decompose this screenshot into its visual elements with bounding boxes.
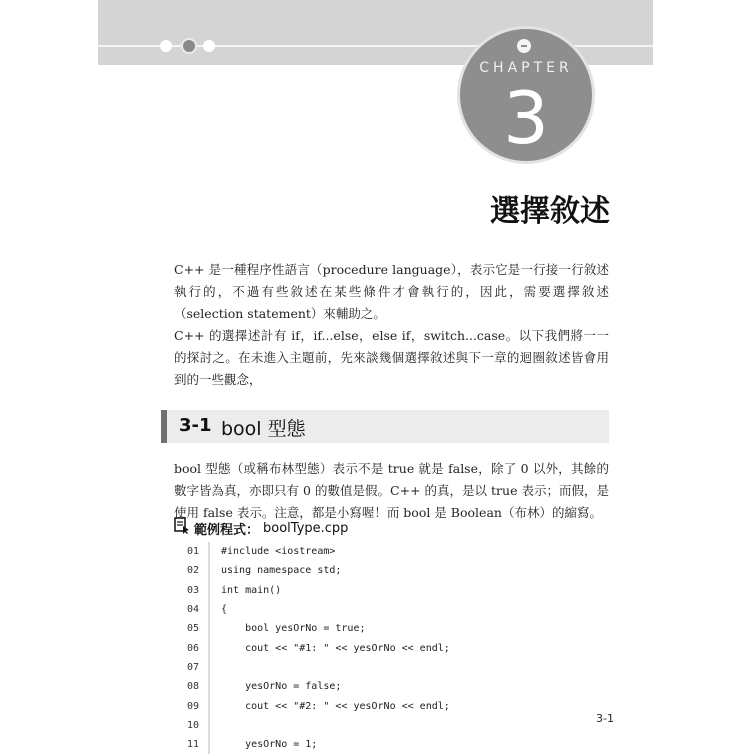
line-number: 02 xyxy=(174,561,210,580)
section-paragraph: bool 型態（或稱布林型態）表示不是 true 就是 false，除了 0 以外，其餘的數字皆為真，亦即只有 0 的數值是假。C++ 的真，是以 true 表示；而假，是使用 false 表示。注意，都是小寫喔！而 bool 是 Boolean（布林）的縮寫。 xyxy=(174,461,609,520)
code-file-icon xyxy=(174,517,190,539)
code-line xyxy=(174,716,604,735)
code-line xyxy=(174,561,604,580)
line-number: 07 xyxy=(174,658,210,677)
code-text: cout << "#2: " << yesOrNo << endl; xyxy=(221,700,450,712)
line-number: 08 xyxy=(174,677,210,696)
section-heading xyxy=(161,410,609,443)
page-number: 3-1 xyxy=(596,712,614,725)
line-number: 06 xyxy=(174,638,210,657)
code-line xyxy=(174,638,604,657)
section-number: 3-1 xyxy=(179,415,212,436)
code-line xyxy=(174,658,604,677)
line-number: 11 xyxy=(174,735,210,754)
code-listing xyxy=(174,542,604,754)
example-filename: boolType.cpp xyxy=(263,520,349,536)
code-text: { xyxy=(221,604,228,616)
code-line xyxy=(174,581,604,600)
line-number: 05 xyxy=(174,619,210,638)
chapter-knob-icon xyxy=(517,39,531,53)
line-number: 01 xyxy=(174,542,210,561)
line-number: 03 xyxy=(174,581,210,600)
intro-paragraph-1: C++ 是一種程序性語言（procedure language），表示它是一行接一行敘述執行的，不過有些敘述在某些條件才會執行的，因此，需要選擇敘述（selection statement）來輔助之。 xyxy=(174,262,609,321)
code-line xyxy=(174,600,604,619)
code-line xyxy=(174,677,604,696)
code-text: yesOrNo = 1; xyxy=(221,739,318,751)
code-text: using namespace std; xyxy=(221,565,342,577)
decorative-dot-icon xyxy=(160,40,172,52)
code-line xyxy=(174,735,604,754)
example-label: 範例程式： xyxy=(194,522,260,538)
chapter-title: 選擇敘述 xyxy=(490,194,610,229)
section-title: bool 型態 xyxy=(221,418,306,440)
decorative-dot-icon xyxy=(203,40,215,52)
code-line xyxy=(174,542,604,561)
chapter-label: CHAPTER xyxy=(479,60,573,76)
code-text: bool yesOrNo = true; xyxy=(221,623,366,635)
code-text: yesOrNo = false; xyxy=(221,681,342,693)
code-line xyxy=(174,696,604,715)
code-text: int main() xyxy=(221,584,282,596)
line-number: 04 xyxy=(174,600,210,619)
line-number: 10 xyxy=(174,716,210,735)
example-caption xyxy=(174,517,348,539)
code-text: #include <iostream> xyxy=(221,546,336,558)
intro-paragraph-2: C++ 的選擇述計有 if，if...else，else if，switch...case。以下我們將一一的探討之。在未進入主題前，先來談幾個選擇敘述與下一章的迴圈敘述皆會用到的一些觀念， xyxy=(174,328,609,387)
line-number: 09 xyxy=(174,696,210,715)
chapter-number: 3 xyxy=(503,76,549,160)
code-text: cout << "#1: " << yesOrNo << endl; xyxy=(221,642,450,654)
decorative-dot-active-icon xyxy=(183,40,195,52)
code-line xyxy=(174,619,604,638)
